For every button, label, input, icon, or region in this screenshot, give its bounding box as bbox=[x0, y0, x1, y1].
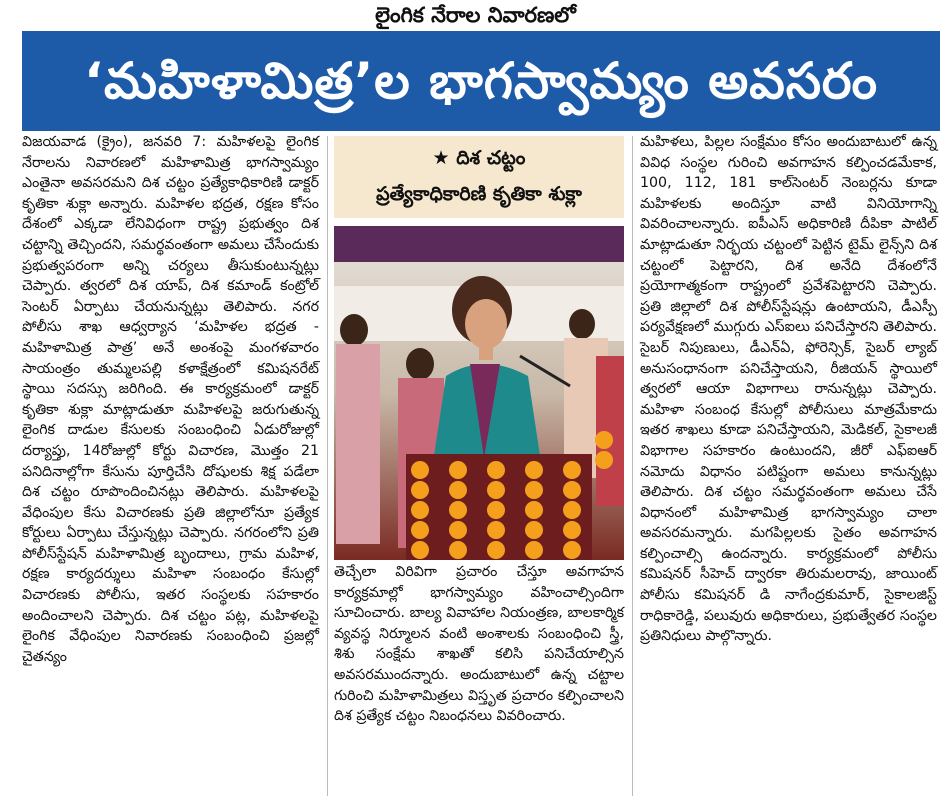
kicker-heading: లైంగిక నేరాల నివారణలో bbox=[375, 3, 576, 27]
article-column-2 bbox=[334, 562, 624, 727]
article-text-col3: మహిళలు, పిల్లల సంక్షేమం కోసం అందుబాటులో ఉన్న వివిధ సంస్థల గురించి అవగాహన కల్పించడమేకాక, 100, 112, 181 కాల్‌సెంటర్ నెంబర్లను కూడా మహిళలకు అందిస్తూ వాటి వినియోగాన్ని వివరించాలన్నారు. ఐపీఎస్ అధికారిణి దీపికా పాటిల్ మాట్లాడుతూ నిర్భయ చట్టంలో పెట్టిన టైమ్ లైన్స్‌ని దిశ చట్టంలో పెట్టారని, దిశ అనేది దేశంలోనే ప్రయోగాత్మకంగా రాష్ట్రంలో ప్రవేశపెట్టారని చెప్పారు. ప్రతి జిల్లాలో దిశ పోలీస్‌స్టేషన్లు ఉంటాయని, డీఎస్పీ పర్యవేక్షణలో ముగ్గురు ఎస్‌ఐలు పనిచేస్తారని తెలిపారు. సైబర్ నిపుణులు, డీఎన్‌ఏ, ఫోరెన్సిక్, సైబర్ ల్యాబ్ అనుసంధానంగా పనిచేస్తాయని, రీజియన్ స్థాయిలో త్వరలో ఆయా విభాగాలు రానున్నట్లు చెప్పారు. మహిళా సంబంధ కేసుల్లో పోలీసులు మాత్రమేకాదు ఇతర శాఖలు కూడా పనిచేస్తాయని, మెడికల్, సైకాలజీ విభాగాల సహకారం ఉంటుందని, జీరో ఎఫ్ఐఆర్ నమోదు విధానం పటిష్టంగా అమలు కానున్నట్లు తెలిపారు. దిశ చట్టం సమర్థవంతంగా అమలు చేసే విధానంలో మహిళామిత్ర భాగస్వామ్యం చాలా అవసరమన్నారు. మగపిల్లలకు సైతం అవగాహన కల్పించాల్సి ఉందన్నారు. కార్యక్రమంలో పోలీసు కమిషనర్ సీహెచ్ ద్వారకా తిరుమలరావు, జాయింట్ పోలీసు కమిషనర్ డి నాగేంద్రకుమార్, సైకాలజిస్ట్ రాధికారెడ్డి, పలువురు అధికారులు, ప్రభుత్వేతర సంస్థల ప్రతినిధులు పాల్గొన్నారు. bbox=[640, 134, 937, 645]
column-divider-left bbox=[327, 136, 328, 796]
article-text-col1: విజయవాడ (క్రైం), జనవరి 7: మహిళలపై లైంగిక నేరాలను నివారణలో మహిళామిత్ర భాగస్వామ్యం ఎంతైనా అవసరమని దిశ చట్టం ప్రత్యేకాధికారిణి డాక్టర్ కృతికా శుక్లా అన్నారు. మహిళల భద్రత, రక్షణ కోసం దేశంలో ఎక్కడా లేనివిధంగా రాష్ట్ర ప్రభుత్వం దిశ చట్టాన్ని తెచ్చిందని, సమర్థవంతంగా అమలు చేసేందుకు ప్రభుత్వపరంగా అన్ని చర్యలు తీసుకుంటున్నట్లు చెప్పారు. త్వరలో దిశ యాప్, దిశ కమాండ్ కంట్రోల్ సెంటర్ ఏర్పాటు చేయనున్నట్లు తెలిపారు. నగర పోలీసు శాఖ ఆధ్వర్యాన ‘మహిళల భద్రత - మహిళామిత్ర పాత్ర’ అనే అంశంపై మంగళవారం సాయంత్రం తుమ్మలపల్లి కళాక్షేత్రంలో కమిషనరేట్ స్థాయి సదస్సు జరిగింది. ఈ కార్యక్రమంలో డాక్టర్ కృతికా శుక్లా మాట్లాడుతూ మహిళలపై జరుగుతున్న లైంగిక దాడుల కేసులకు సంబంధించి ఏడురోజుల్లో దర్యాప్తు, 14రోజుల్లో కోర్టు విచారణ, మొత్తం 21 పనిదినాల్లోగా కేసును పూర్తిచేసి దోషులకు శిక్ష పడేలా దిశ చట్టం రూపొందించినట్లు తెలిపారు. మహిళలపై వేధింపుల కేసు విచారణకు ప్రతి జిల్లాలోనూ ప్రత్యేక కోర్టులు ఏర్పాటు చేస్తున్నట్లు చెప్పారు. నగరంలోని ప్రతి పోలీస్‌స్టేషన్ మహిళామిత్ర బృందాలు, గ్రామ మహిళ, రక్షణ కార్యదర్శులు మహిళా సంబంధం కేసుల్లో విచారణకు పోలీసు, ఇతర సంస్థలకు సహకారం అందించాలని చెప్పారు. దిశ చట్టం పట్ల, మహిళలపై లైంగిక వేధింపుల నివారణకు సంబంధించి ప్రజల్లో చైతన్యం bbox=[22, 134, 319, 665]
byline-box bbox=[334, 136, 624, 218]
headline: ‘మహిళామిత్ర’ల భాగస్వామ్యం అవసరం bbox=[84, 52, 878, 110]
column-divider-right bbox=[632, 136, 633, 796]
byline-line2: ప్రత్యేకాధికారిణి కృతికా శుక్లా bbox=[376, 183, 582, 205]
article-column-1 bbox=[22, 132, 319, 667]
article-text-col2: తెచ్చేలా విరివిగా ప్రచారం చేస్తూ అవగాహన కార్యక్రమాల్లో భాగస్వామ్యం వహించాల్సిందిగా సూచించారు. బాల్య వివాహాల నియంత్రణ, బాలకార్మిక వ్యవస్థ నిర్మూలన వంటి అంశాలకు సంబంధించి స్త్రీ, శిశు సంక్షేమ శాఖతో కలిసి పనిచేయాల్సిన అవసరముందన్నారు. అందుబాటులో ఉన్న చట్టాల గురించి మహిళామిత్రలు విస్తృత ప్రచారం కల్పించాలని దిశ ప్రత్యేక చట్టం నిబంధనలు వివరించారు. bbox=[334, 564, 624, 725]
news-photo bbox=[334, 226, 624, 560]
byline-subject: దిశ చట్టం bbox=[456, 147, 526, 169]
article-column-3 bbox=[640, 132, 937, 647]
byline-line1 bbox=[334, 140, 624, 176]
star-icon: ★ bbox=[432, 147, 450, 169]
headline-banner bbox=[22, 31, 940, 131]
